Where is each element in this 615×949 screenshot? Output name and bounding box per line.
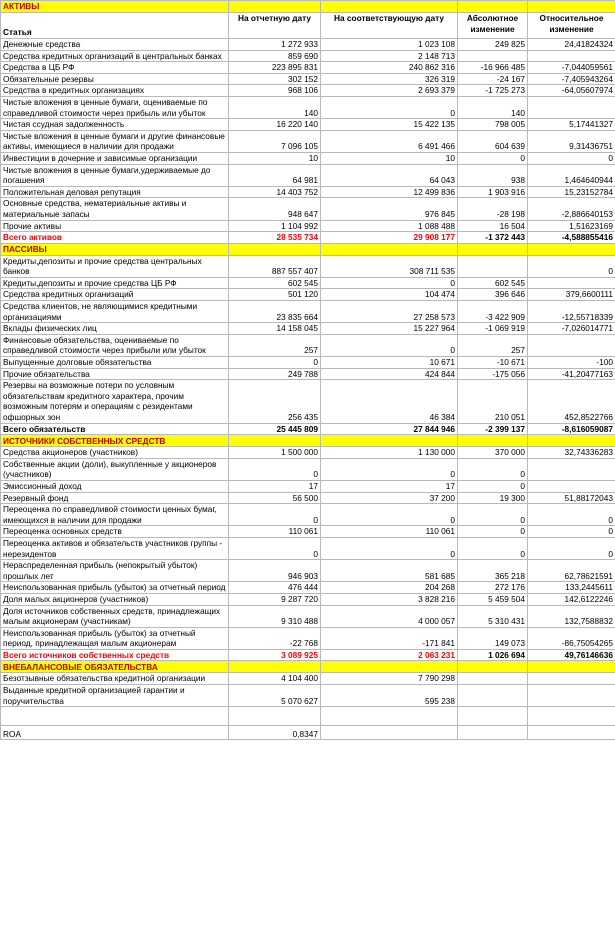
value-previous: 0 <box>321 96 458 118</box>
value-relative-change: 0 <box>528 152 615 164</box>
total-label: Всего источников собственных средств <box>1 649 229 661</box>
value-absolute-change: 0 <box>458 458 528 480</box>
row-label: Эмиссионный доход <box>1 480 229 492</box>
value-absolute-change: 602 545 <box>458 277 528 289</box>
value-current: 3 089 925 <box>229 649 321 661</box>
table-row <box>1 492 615 504</box>
section-empty-cell <box>229 435 321 447</box>
value-previous: 2 693 379 <box>321 85 458 97</box>
balance-sheet-body <box>1 1 615 740</box>
value-current: 25 445 809 <box>229 423 321 435</box>
value-relative-change: -8,616059087 <box>528 423 615 435</box>
section-empty-cell <box>321 243 458 255</box>
value-relative-change: 24,41824324 <box>528 39 615 51</box>
table-row <box>1 119 615 131</box>
value-relative-change <box>528 334 615 356</box>
value-current: 110 061 <box>229 526 321 538</box>
value-relative-change: 9,31436751 <box>528 130 615 152</box>
value-relative-change <box>528 277 615 289</box>
table-row <box>1 323 615 335</box>
section-empty-cell <box>321 435 458 447</box>
table-row <box>1 198 615 220</box>
value-current: 0 <box>229 504 321 526</box>
value-relative-change: 5,17441327 <box>528 119 615 131</box>
section-title: ВНЕБАЛАНСОВЫЕ ОБЯЗАТЕЛЬСТВА <box>1 661 229 673</box>
value-relative-change: -41,20477163 <box>528 368 615 380</box>
value-absolute-change: -1 725 273 <box>458 85 528 97</box>
value-current: 256 435 <box>229 380 321 423</box>
empty-cell <box>458 707 528 726</box>
section-header-row <box>1 435 615 447</box>
value-relative-change: 0 <box>528 255 615 277</box>
value-previous: 0 <box>321 277 458 289</box>
row-label: Безотзывные обязательства кредитной организации <box>1 673 229 685</box>
value-relative-change <box>528 685 615 707</box>
value-previous: 1 023 108 <box>321 39 458 51</box>
total-row <box>1 649 615 661</box>
value-absolute-change: -24 167 <box>458 73 528 85</box>
value-current: 257 <box>229 334 321 356</box>
value-absolute-change: 257 <box>458 334 528 356</box>
value-relative-change: 1,51623169 <box>528 220 615 232</box>
value-previous: 6 491 466 <box>321 130 458 152</box>
value-previous: 15 422 135 <box>321 119 458 131</box>
value-relative-change: -4,588855416 <box>528 232 615 244</box>
value-relative-change: -7,044059561 <box>528 62 615 74</box>
row-label: Денежные средства <box>1 39 229 51</box>
value-previous: 240 862 316 <box>321 62 458 74</box>
table-row <box>1 458 615 480</box>
total-row <box>1 232 615 244</box>
table-row <box>1 504 615 526</box>
value-current: 948 647 <box>229 198 321 220</box>
value-current: 23 835 664 <box>229 301 321 323</box>
row-label: Переоценка по справедливой стоимости ценных бумаг, имеющихся в наличии для продажи <box>1 504 229 526</box>
row-label: Средства акционеров (участников) <box>1 447 229 459</box>
value-current: 501 120 <box>229 289 321 301</box>
total-label: Всего активов <box>1 232 229 244</box>
table-row <box>1 593 615 605</box>
value-previous: 308 711 535 <box>321 255 458 277</box>
value-absolute-change: 604 639 <box>458 130 528 152</box>
value-previous: 104 474 <box>321 289 458 301</box>
section-empty-cell <box>229 243 321 255</box>
value-absolute-change: -2 399 137 <box>458 423 528 435</box>
value-absolute-change: 1 903 916 <box>458 186 528 198</box>
empty-cell <box>458 726 528 740</box>
value-current: 1 272 933 <box>229 39 321 51</box>
value-previous: 15 227 964 <box>321 323 458 335</box>
value-absolute-change: 0 <box>458 480 528 492</box>
value-previous: 10 <box>321 152 458 164</box>
value-absolute-change <box>458 255 528 277</box>
value-absolute-change: 16 504 <box>458 220 528 232</box>
table-row <box>1 255 615 277</box>
value-previous: 17 <box>321 480 458 492</box>
row-label: Средства кредитных организаций в центральных банках <box>1 50 229 62</box>
table-row <box>1 62 615 74</box>
value-current: 476 444 <box>229 582 321 594</box>
section-empty-cell <box>458 243 528 255</box>
value-previous: 976 845 <box>321 198 458 220</box>
table-row <box>1 605 615 627</box>
value-absolute-change: -3 422 909 <box>458 301 528 323</box>
value-previous: 424 844 <box>321 368 458 380</box>
table-row <box>1 526 615 538</box>
section-header-row <box>1 1 615 13</box>
row-label: Чистые вложения в ценные бумаги, оцениваемые по справедливой стоимости через прибыль или убыток <box>1 96 229 118</box>
value-absolute-change: -16 966 485 <box>458 62 528 74</box>
value-relative-change <box>528 673 615 685</box>
row-label: Доля источников собственных средств, принадлежащих малым акционерам (участникам) <box>1 605 229 627</box>
value-absolute-change: -10 671 <box>458 357 528 369</box>
value-absolute-change: 0 <box>458 537 528 559</box>
row-label: Финансовые обязательства, оцениваемые по справедливой стоимости через прибыли или убыток <box>1 334 229 356</box>
value-previous: 595 238 <box>321 685 458 707</box>
value-relative-change: 1,464640944 <box>528 164 615 186</box>
row-label: Резервный фонд <box>1 492 229 504</box>
value-current: 859 690 <box>229 50 321 62</box>
table-row <box>1 39 615 51</box>
empty-cell <box>229 707 321 726</box>
row-label: Инвестиции в дочерние и зависимые организации <box>1 152 229 164</box>
table-row <box>1 368 615 380</box>
value-current: 968 106 <box>229 85 321 97</box>
value-current: 302 152 <box>229 73 321 85</box>
value-absolute-change: 0 <box>458 526 528 538</box>
table-row <box>1 164 615 186</box>
section-empty-cell <box>528 1 615 13</box>
value-current: 1 500 000 <box>229 447 321 459</box>
value-previous: 29 908 177 <box>321 232 458 244</box>
value-current: 9 310 488 <box>229 605 321 627</box>
value-absolute-change: -175 056 <box>458 368 528 380</box>
value-current: 223 895 831 <box>229 62 321 74</box>
empty-cell <box>321 707 458 726</box>
value-relative-change <box>528 50 615 62</box>
value-previous: 204 268 <box>321 582 458 594</box>
row-label: Выпущенные долговые обязательства <box>1 357 229 369</box>
value-absolute-change: 5 459 504 <box>458 593 528 605</box>
row-label: Обязательные резервы <box>1 73 229 85</box>
value-absolute-change: 140 <box>458 96 528 118</box>
empty-cell <box>321 726 458 740</box>
table-row <box>1 560 615 582</box>
value-previous: 326 319 <box>321 73 458 85</box>
table-row <box>1 96 615 118</box>
row-label: Выданные кредитной организацией гарантии и поручительства <box>1 685 229 707</box>
column-header-row <box>1 13 615 39</box>
section-header-row <box>1 661 615 673</box>
table-row <box>1 130 615 152</box>
roa-value: 0,8347 <box>229 726 321 740</box>
value-absolute-change: -1 372 443 <box>458 232 528 244</box>
value-relative-change: -86,75054265 <box>528 627 615 649</box>
value-previous: 3 828 216 <box>321 593 458 605</box>
value-current: 1 104 992 <box>229 220 321 232</box>
value-current: 140 <box>229 96 321 118</box>
value-relative-change: 0 <box>528 526 615 538</box>
table-row <box>1 673 615 685</box>
row-label: Неиспользованная прибыль (убыток) за отчетный период, принадлежащая малым акционерам <box>1 627 229 649</box>
section-title: АКТИВЫ <box>1 1 229 13</box>
section-empty-cell <box>321 661 458 673</box>
value-current: 4 104 400 <box>229 673 321 685</box>
value-absolute-change: 0 <box>458 152 528 164</box>
value-previous: 1 088 488 <box>321 220 458 232</box>
blank-row <box>1 707 615 726</box>
value-current: 7 096 105 <box>229 130 321 152</box>
value-current: 0 <box>229 537 321 559</box>
header-article: Статья <box>1 13 229 39</box>
table-row <box>1 186 615 198</box>
value-absolute-change <box>458 50 528 62</box>
value-absolute-change: -28 198 <box>458 198 528 220</box>
table-row <box>1 357 615 369</box>
value-previous: 7 790 298 <box>321 673 458 685</box>
value-current: 249 788 <box>229 368 321 380</box>
row-label: Средства клиентов, не являющимися кредитными организациями <box>1 301 229 323</box>
row-label: Кредиты,депозиты и прочие средства центральных банков <box>1 255 229 277</box>
header-relative-change: Относительное изменение <box>528 13 615 39</box>
row-label: Средства в ЦБ РФ <box>1 62 229 74</box>
value-current: 17 <box>229 480 321 492</box>
value-relative-change <box>528 458 615 480</box>
value-previous: 0 <box>321 537 458 559</box>
row-label: Вклады физических лиц <box>1 323 229 335</box>
table-row <box>1 480 615 492</box>
value-relative-change: 32,74336283 <box>528 447 615 459</box>
table-row <box>1 334 615 356</box>
value-previous: 64 043 <box>321 164 458 186</box>
section-empty-cell <box>229 1 321 13</box>
value-current: 0 <box>229 357 321 369</box>
value-absolute-change: 396 646 <box>458 289 528 301</box>
row-label: Основные средства, нематериальные активы и материальные запасы <box>1 198 229 220</box>
value-previous: 27 844 946 <box>321 423 458 435</box>
table-row <box>1 50 615 62</box>
value-previous: 581 685 <box>321 560 458 582</box>
table-row <box>1 277 615 289</box>
value-current: 0 <box>229 458 321 480</box>
value-previous: 2 063 231 <box>321 649 458 661</box>
value-absolute-change: 5 310 431 <box>458 605 528 627</box>
section-empty-cell <box>528 435 615 447</box>
table-row <box>1 380 615 423</box>
value-current: 56 500 <box>229 492 321 504</box>
table-row <box>1 582 615 594</box>
value-current: 9 287 720 <box>229 593 321 605</box>
row-label: Доля малых акционеров (участников) <box>1 593 229 605</box>
value-current: 14 158 045 <box>229 323 321 335</box>
table-row <box>1 220 615 232</box>
row-label: Положительная деловая репутация <box>1 186 229 198</box>
value-absolute-change: 19 300 <box>458 492 528 504</box>
section-empty-cell <box>458 1 528 13</box>
value-absolute-change: 370 000 <box>458 447 528 459</box>
table-row <box>1 73 615 85</box>
table-row <box>1 627 615 649</box>
value-relative-change: 62,78621591 <box>528 560 615 582</box>
row-label: Кредиты,депозиты и прочие средства ЦБ РФ <box>1 277 229 289</box>
value-relative-change: 49,76146636 <box>528 649 615 661</box>
value-absolute-change: 1 026 694 <box>458 649 528 661</box>
value-previous: 4 000 057 <box>321 605 458 627</box>
value-relative-change: 452,8522766 <box>528 380 615 423</box>
value-absolute-change: 938 <box>458 164 528 186</box>
value-previous: 46 384 <box>321 380 458 423</box>
value-absolute-change: 365 218 <box>458 560 528 582</box>
section-empty-cell <box>229 661 321 673</box>
value-current: 887 557 407 <box>229 255 321 277</box>
section-empty-cell <box>321 1 458 13</box>
table-row <box>1 685 615 707</box>
value-absolute-change: 0 <box>458 504 528 526</box>
section-empty-cell <box>528 243 615 255</box>
value-relative-change: -7,026014771 <box>528 323 615 335</box>
value-absolute-change: 149 073 <box>458 627 528 649</box>
value-previous: 0 <box>321 458 458 480</box>
value-current: 10 <box>229 152 321 164</box>
value-relative-change: -64,05607974 <box>528 85 615 97</box>
value-current: 64 981 <box>229 164 321 186</box>
value-previous: 27 258 573 <box>321 301 458 323</box>
value-current: 16 220 140 <box>229 119 321 131</box>
row-label: Нераспределенная прибыль (непокрытый убыток) прошлых лет <box>1 560 229 582</box>
section-title: ПАССИВЫ <box>1 243 229 255</box>
value-previous: 110 061 <box>321 526 458 538</box>
value-current: 14 403 752 <box>229 186 321 198</box>
value-current: 28 535 734 <box>229 232 321 244</box>
value-absolute-change: -1 069 919 <box>458 323 528 335</box>
value-previous: -171 841 <box>321 627 458 649</box>
value-relative-change: 132,7588832 <box>528 605 615 627</box>
row-label: Средства кредитных организаций <box>1 289 229 301</box>
row-label: Неиспользованная прибыль (убыток) за отчетный период <box>1 582 229 594</box>
value-relative-change: -100 <box>528 357 615 369</box>
value-previous: 0 <box>321 334 458 356</box>
row-label: Прочие активы <box>1 220 229 232</box>
row-label: Чистая ссудная задолженность <box>1 119 229 131</box>
row-label: Переоценка основных средств <box>1 526 229 538</box>
header-absolute-change: Абсолютное изменение <box>458 13 528 39</box>
roa-label: ROA <box>1 726 229 740</box>
value-relative-change <box>528 480 615 492</box>
value-relative-change: 142,6122246 <box>528 593 615 605</box>
value-relative-change: 133,2445611 <box>528 582 615 594</box>
section-title: ИСТОЧНИКИ СОБСТВЕННЫХ СРЕДСТВ <box>1 435 229 447</box>
roa-row <box>1 726 615 740</box>
empty-cell <box>1 707 229 726</box>
value-absolute-change: 798 005 <box>458 119 528 131</box>
section-empty-cell <box>458 661 528 673</box>
table-row <box>1 301 615 323</box>
value-previous: 1 130 000 <box>321 447 458 459</box>
value-previous: 37 200 <box>321 492 458 504</box>
value-absolute-change <box>458 685 528 707</box>
value-absolute-change: 210 051 <box>458 380 528 423</box>
value-relative-change: 0 <box>528 537 615 559</box>
row-label: Средства в кредитных организациях <box>1 85 229 97</box>
value-absolute-change <box>458 673 528 685</box>
value-previous: 0 <box>321 504 458 526</box>
section-empty-cell <box>458 435 528 447</box>
value-relative-change: -12,55718339 <box>528 301 615 323</box>
value-relative-change: 51,88172043 <box>528 492 615 504</box>
row-label: Прочие обязательства <box>1 368 229 380</box>
value-relative-change: -7,405943264 <box>528 73 615 85</box>
value-current: 5 070 627 <box>229 685 321 707</box>
value-current: 602 545 <box>229 277 321 289</box>
value-relative-change: 15,23152784 <box>528 186 615 198</box>
row-label: Собственные акции (доли), выкупленные у акционеров (участников) <box>1 458 229 480</box>
total-row <box>1 423 615 435</box>
table-row <box>1 537 615 559</box>
value-relative-change: 379,6600111 <box>528 289 615 301</box>
value-absolute-change: 249 825 <box>458 39 528 51</box>
row-label: Переоценка активов и обязательств участников группы - нерезидентов <box>1 537 229 559</box>
section-header-row <box>1 243 615 255</box>
value-previous: 10 671 <box>321 357 458 369</box>
header-previous-date: На соответствующую дату <box>321 13 458 39</box>
table-row <box>1 289 615 301</box>
value-current: -22 768 <box>229 627 321 649</box>
header-current-date: На отчетную дату <box>229 13 321 39</box>
value-current: 946 903 <box>229 560 321 582</box>
value-relative-change <box>528 96 615 118</box>
total-label: Всего обязательств <box>1 423 229 435</box>
value-previous: 2 148 713 <box>321 50 458 62</box>
value-previous: 12 499 836 <box>321 186 458 198</box>
row-label: Резервы на возможные потери по условным обязательствам кредитного характера, прочим возможным потерям и операциям с резидентами офшорных зон <box>1 380 229 423</box>
value-relative-change: -2,886640153 <box>528 198 615 220</box>
value-absolute-change: 272 176 <box>458 582 528 594</box>
table-row <box>1 447 615 459</box>
row-label: Чистые вложения в ценные бумаги и другие финансовые активы, имеющиеся в наличии для продажи <box>1 130 229 152</box>
table-row <box>1 85 615 97</box>
value-relative-change: 0 <box>528 504 615 526</box>
empty-cell <box>528 726 615 740</box>
section-empty-cell <box>528 661 615 673</box>
empty-cell <box>528 707 615 726</box>
table-row <box>1 152 615 164</box>
row-label: Чистые вложения в ценные бумаги,удерживаемые до погашения <box>1 164 229 186</box>
